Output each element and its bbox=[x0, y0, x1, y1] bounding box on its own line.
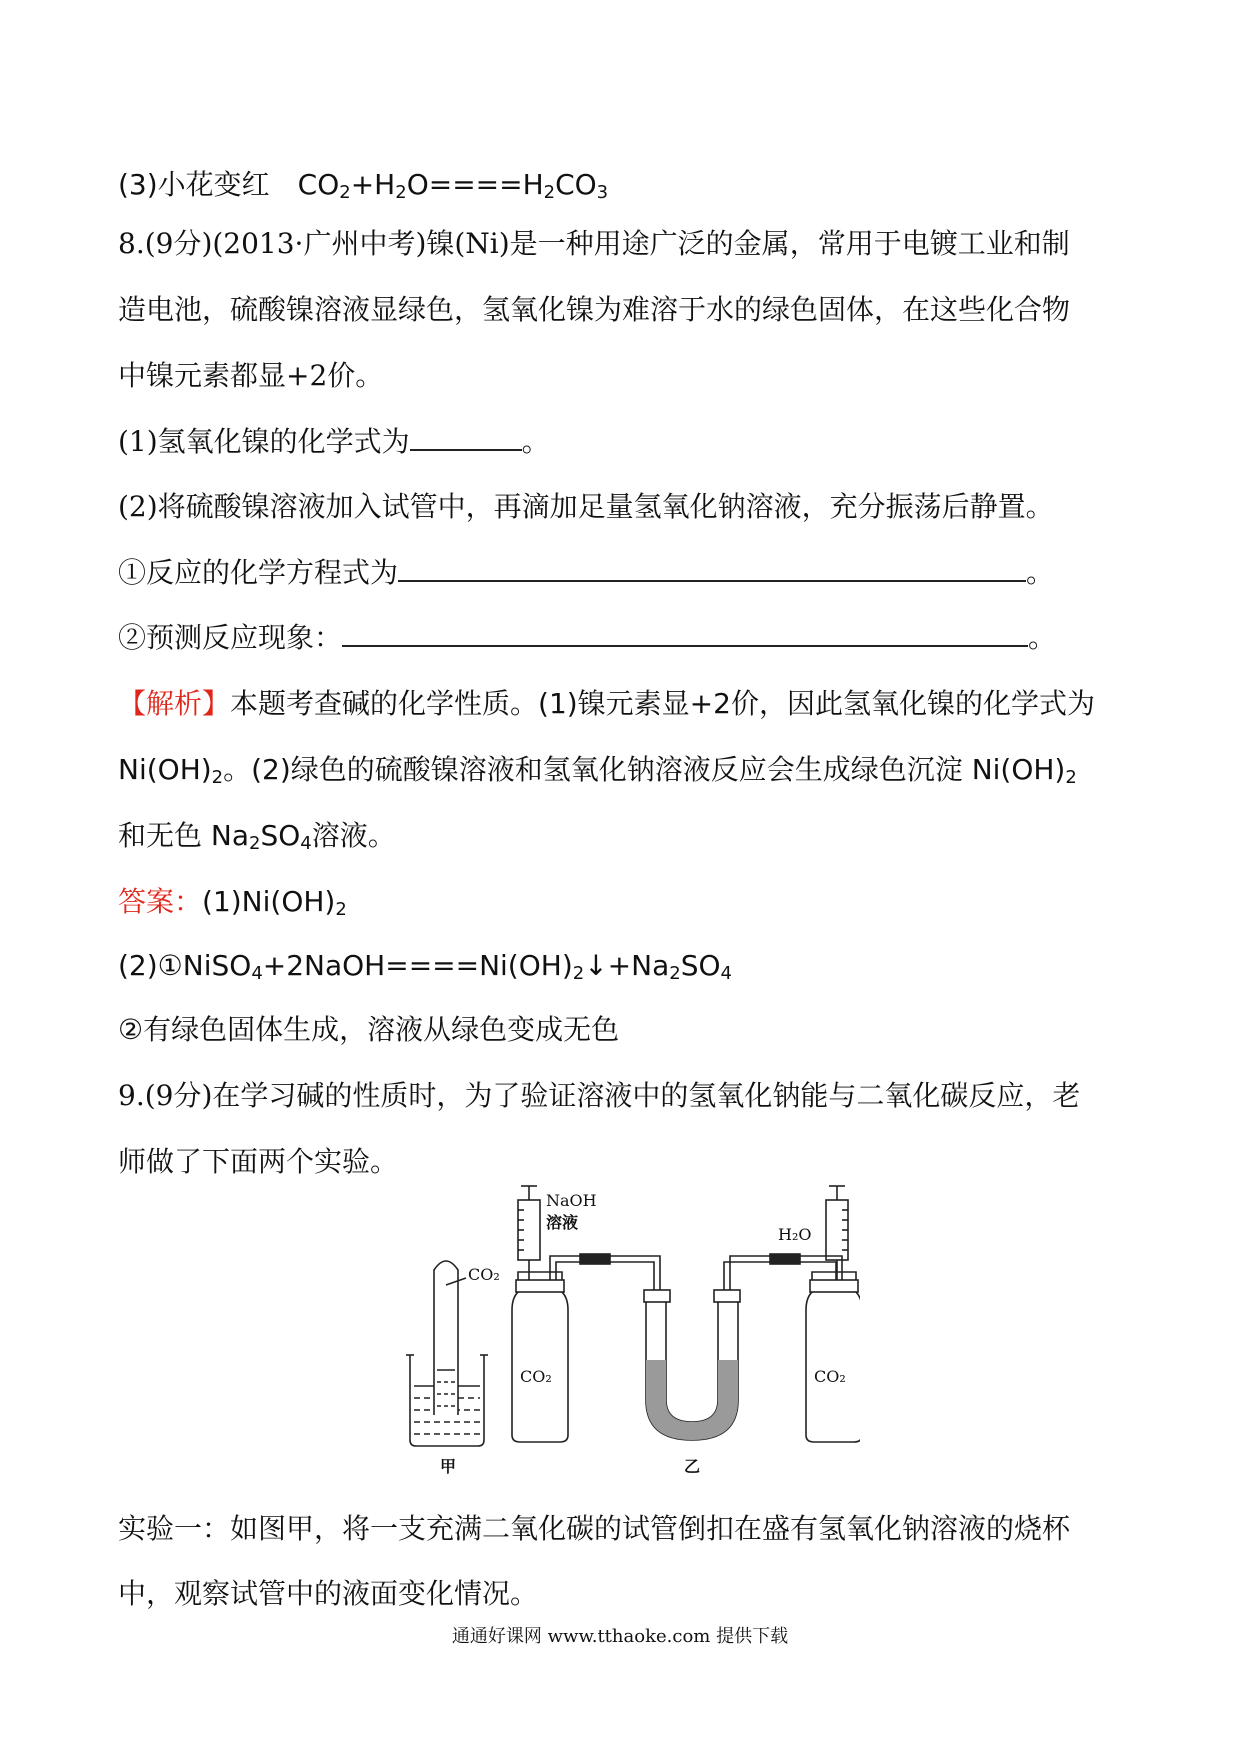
q9-line-1: 9.(9分)在学习碱的性质时，为了验证溶液中的氢氧化钠能与二氧化碳反应，老 bbox=[118, 1079, 1081, 1112]
experiment1-line-2: 中，观察试管中的液面变化情况。 bbox=[118, 1577, 539, 1610]
experiment-figure bbox=[400, 1180, 860, 1480]
answer-line-2: $(2)①NiSO_4+2NaOH====Ni(OH)_2↓+Na_2SO_4$ bbox=[118, 949, 732, 984]
q8-part-2b: ②预测反应现象： 。 bbox=[118, 621, 1057, 654]
naoh-label: NaOH bbox=[546, 1191, 597, 1210]
analysis-line-3: 和无色 $Na_2SO_4$溶液。 bbox=[118, 819, 396, 854]
q8-part-2a: ①反应的化学方程式为 。 bbox=[118, 556, 1055, 589]
answer-blank[interactable] bbox=[342, 619, 1028, 647]
analysis-line-1: 【解析】本题考查碱的化学性质。(1)镍元素显+2价，因此氢氧化镍的化学式为 bbox=[118, 687, 1095, 720]
co2-label-tube: CO₂ bbox=[468, 1265, 500, 1284]
q8-line-3: 中镍元素都显+2价。 bbox=[118, 359, 384, 392]
answer-line-3: (3)小花变红 $CO_2+H_2O====H_2CO_3$ bbox=[118, 168, 609, 203]
beaker-apparatus bbox=[406, 1261, 488, 1446]
q8-line-2: 造电池，硫酸镍溶液显绿色，氢氧化镍为难溶于水的绿色固体，在这些化合物 bbox=[118, 293, 1071, 326]
co2-label-left: CO₂ bbox=[520, 1367, 552, 1386]
h2o-label: H₂O bbox=[778, 1225, 812, 1244]
q8-line-1: 8.(9分)(2013·广州中考)镍(Ni)是一种用途广泛的金属，常用于电镀工业和制 bbox=[118, 227, 1070, 260]
experiment1-line-1: 实验一：如图甲，将一支充满二氧化碳的试管倒扣在盛有氢氧化钠溶液的烧杯 bbox=[118, 1512, 1071, 1545]
left-bottle bbox=[512, 1186, 660, 1442]
figure-label-a: 甲 bbox=[440, 1457, 457, 1476]
answer-line-3-text: ②有绿色固体生成，溶液从绿色变成无色 bbox=[118, 1013, 620, 1046]
q8-part-1: (1)氢氧化镍的化学式为 。 bbox=[118, 425, 550, 458]
q8-part-2: (2)将硫酸镍溶液加入试管中，再滴加足量氢氧化钠溶液，充分振荡后静置。 bbox=[118, 490, 1054, 523]
analysis-tag: 【解析】 bbox=[118, 687, 231, 720]
analysis-line-2: $Ni(OH)_2$。(2)绿色的硫酸镍溶液和氢氧化钠溶液反应会生成绿色沉淀 $Ni(OH)_2$ bbox=[118, 753, 1077, 788]
figure-label-b: 乙 bbox=[684, 1457, 701, 1476]
footer-credit: 通通好课网 www.tthaoke.com 提供下载 bbox=[451, 1626, 789, 1647]
answer-line-1: 答案：$(1)Ni(OH)_2$ bbox=[118, 885, 347, 920]
answer-blank[interactable] bbox=[398, 554, 1026, 582]
q9-line-2: 师做了下面两个实验。 bbox=[118, 1145, 399, 1178]
answer-tag: 答案： bbox=[118, 885, 203, 918]
solution-label: 溶液 bbox=[546, 1213, 579, 1232]
u-tube bbox=[644, 1290, 740, 1440]
co2-label-right: CO₂ bbox=[814, 1367, 846, 1386]
answer-blank[interactable] bbox=[410, 423, 522, 451]
